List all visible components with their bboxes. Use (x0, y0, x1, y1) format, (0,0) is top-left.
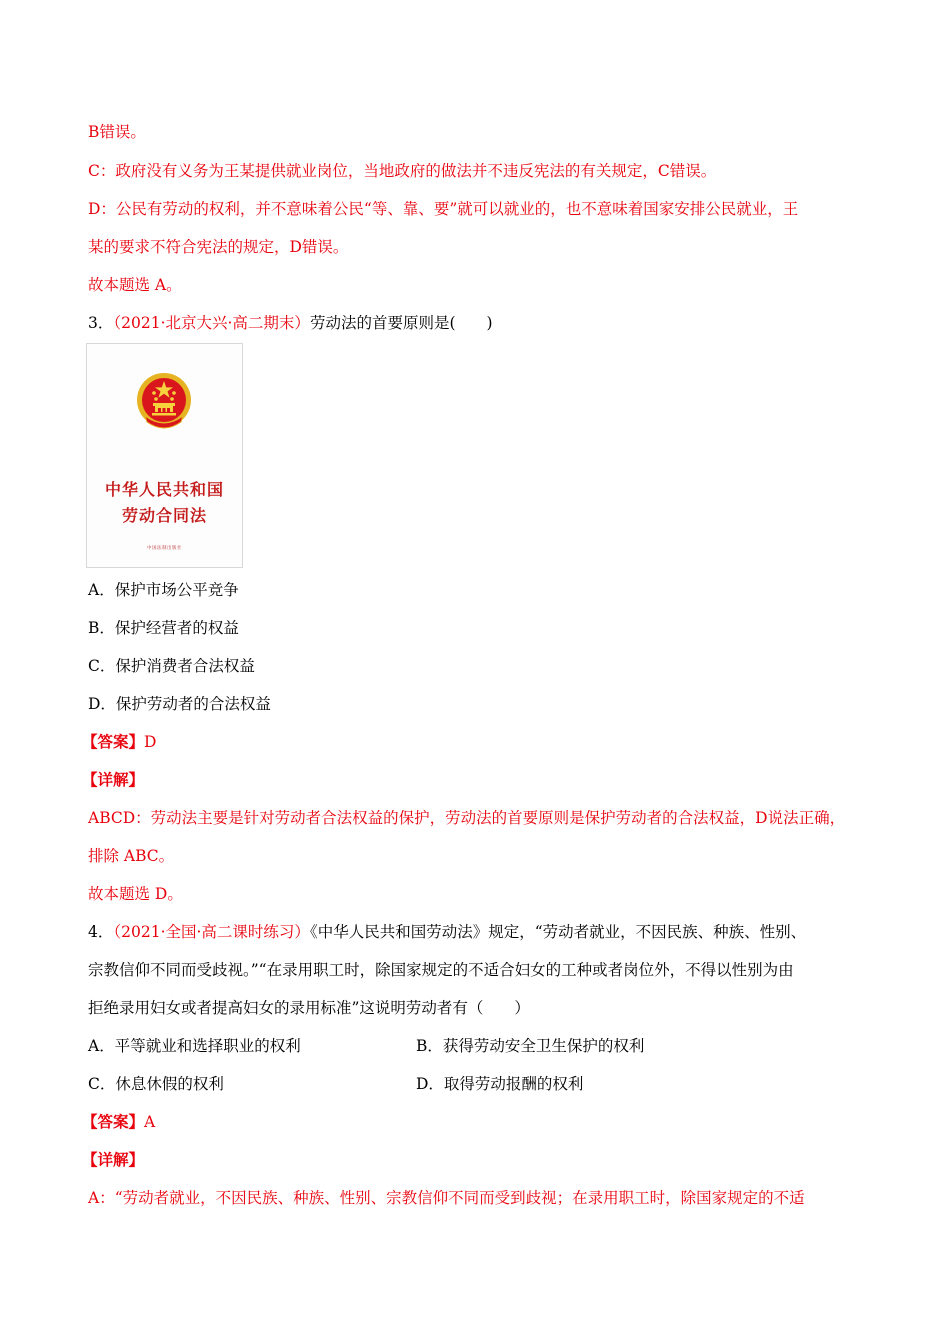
q3-detail-line1: ABCD：劳动法主要是针对劳动者合法权益的保护，劳动法的首要原则是保护劳动者的合法权益，D说法正确， (88, 809, 846, 827)
question-4-stem-line1 (88, 922, 806, 942)
national-emblem-icon (135, 372, 193, 434)
q4-option-d: D．取得劳动报酬的权利 (416, 1075, 584, 1093)
q4-option-c: C．休息休假的权利 (88, 1075, 224, 1093)
question-text: 《中华人民共和国劳动法》规定，“劳动者就业，不因民族、种族、性别、 (309, 923, 807, 941)
q3-option-b: B．保护经营者的权益 (88, 619, 239, 637)
cover-title-line2: 劳动合同法 (121, 506, 207, 525)
cover-publisher: 中国法制出版社 (147, 546, 182, 551)
prev-answer-c: C：政府没有义务为王某提供就业岗位，当地政府的做法并不违反宪法的有关规定，C错误。 (88, 162, 717, 180)
labor-contract-law-book-cover (86, 343, 243, 568)
answer-label: 【答案】 (82, 732, 145, 751)
prev-answer-d-line2: 某的要求不符合宪法的规定，D错误。 (88, 238, 349, 256)
q3-detail-label: 【详解】 (82, 770, 145, 789)
answer-value: A (144, 1113, 156, 1131)
question-source: （2021·北京大兴·高二期末） (113, 314, 310, 332)
q4-detail-line1: A：“劳动者就业，不因民族、种族、性别、宗教信仰不同而受到歧视；在录用职工时，除国家规定的不适 (88, 1189, 805, 1207)
prev-conclusion: 故本题选 A。 (88, 276, 182, 294)
question-text: 劳动法的首要原则是( ) (309, 314, 493, 332)
question-4-stem-line3: 拒绝录用妇女或者提高妇女的录用标准”这说明劳动者有（ ） (88, 999, 530, 1017)
q3-answer (82, 732, 156, 752)
prev-answer-d-line1: D：公民有劳动的权利，并不意味着公民“等、靠、要”就可以就业的，也不意味着国家安排公民就业，王 (88, 200, 799, 218)
cover-title-line1: 中华人民共和国 (104, 480, 224, 499)
q3-option-a: A．保护市场公平竞争 (88, 581, 239, 599)
q3-option-c: C．保护消费者合法权益 (88, 657, 255, 675)
q3-option-d: D．保护劳动者的合法权益 (88, 695, 271, 713)
q4-option-a: A．平等就业和选择职业的权利 (88, 1037, 301, 1055)
q4-answer (82, 1112, 155, 1132)
answer-label: 【答案】 (82, 1112, 145, 1131)
q3-detail-line2: 排除 ABC。 (88, 847, 175, 865)
question-source: （2021·全国·高二课时练习） (113, 923, 310, 941)
question-4-stem-line2: 宗教信仰不同而受歧视。”“在录用职工时，除国家规定的不适合妇女的工种或者岗位外，不得以性别为由 (88, 961, 794, 979)
question-3-stem (88, 313, 493, 333)
q4-detail-label: 【详解】 (82, 1150, 145, 1169)
question-number: 3． (88, 314, 114, 332)
prev-answer-b: B错误。 (88, 123, 146, 141)
q4-option-b: B．获得劳动安全卫生保护的权利 (416, 1037, 645, 1055)
question-number: 4． (88, 923, 114, 941)
q3-conclusion: 故本题选 D。 (88, 885, 183, 903)
answer-value: D (144, 733, 157, 751)
